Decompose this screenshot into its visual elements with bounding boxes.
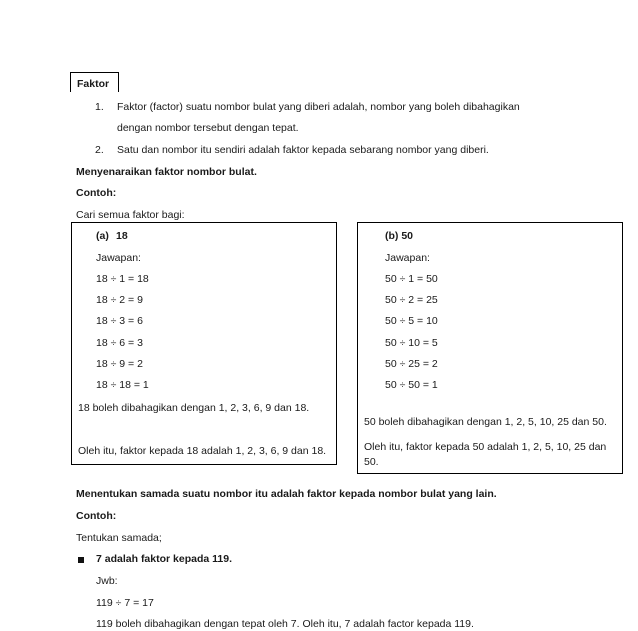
section-2-bullet-text: 7 adalah faktor kepada 119.	[96, 553, 232, 565]
box-b-answer-label: Jawapan:	[385, 252, 430, 264]
box-b-conclusion-line-1: Oleh itu, faktor kepada 50 adalah 1, 2, 5, 10, 25 dan	[364, 441, 607, 453]
box-a-line-1: 18 ÷ 1 = 18	[96, 273, 149, 285]
box-b-line-5: 50 ÷ 25 = 2	[385, 358, 438, 370]
section-2-title: Menentukan samada suatu nombor itu adalah faktor kepada nombor bulat yang lain.	[76, 488, 497, 500]
section-2-calculation: 119 ÷ 7 = 17	[96, 597, 154, 609]
box-a-line-2: 18 ÷ 2 = 9	[96, 294, 143, 306]
section-2-conclusion: 119 boleh dibahagikan dengan tepat oleh 7. Oleh itu, 7 adalah factor kepada 119.	[96, 618, 474, 630]
heading: Faktor	[77, 78, 110, 90]
section-1-example-label: Contoh:	[76, 187, 117, 199]
box-a-line-4: 18 ÷ 6 = 3	[96, 337, 143, 349]
box-b-line-6: 50 ÷ 50 = 1	[385, 379, 438, 391]
heading-box	[70, 72, 119, 92]
box-a-number: 18	[116, 230, 128, 242]
section-2-answer-label: Jwb:	[96, 575, 118, 587]
section-2-instruction: Tentukan samada;	[76, 532, 162, 544]
box-a-label: (a)	[96, 230, 109, 242]
definition-1-line-1: Faktor (factor) suatu nombor bulat yang diberi adalah, nombor yang boleh dibahagikan	[117, 101, 520, 113]
definition-2-line-1: Satu dan nombor itu sendiri adalah faktor kepada sebarang nombor yang diberi.	[117, 144, 489, 156]
box-a-answer-label: Jawapan:	[96, 252, 141, 264]
definition-1-line-2: dengan nombor tersebut dengan tepat.	[117, 122, 299, 134]
bullet-icon	[78, 557, 84, 563]
definition-2-number: 2.	[95, 144, 104, 156]
box-a-line-6: 18 ÷ 18 = 1	[96, 379, 149, 391]
box-b-divisible: 50 boleh dibahagikan dengan 1, 2, 5, 10, 25 dan 50.	[364, 416, 607, 428]
box-b-label: (b) 50	[385, 230, 414, 242]
box-a-line-3: 18 ÷ 3 = 6	[96, 315, 143, 327]
box-b-line-3: 50 ÷ 5 = 10	[385, 315, 438, 327]
box-b-line-1: 50 ÷ 1 = 50	[385, 273, 438, 285]
section-1-instruction: Cari semua faktor bagi:	[76, 209, 185, 221]
box-b-conclusion-line-2: 50.	[364, 456, 379, 468]
box-b-line-4: 50 ÷ 10 = 5	[385, 337, 438, 349]
box-a-line-5: 18 ÷ 9 = 2	[96, 358, 143, 370]
box-a-divisible: 18 boleh dibahagikan dengan 1, 2, 3, 6, 9 dan 18.	[78, 402, 310, 414]
section-2-example-label: Contoh:	[76, 510, 117, 522]
section-1-title: Menyenaraikan faktor nombor bulat.	[76, 166, 257, 178]
box-a-conclusion: Oleh itu, faktor kepada 18 adalah 1, 2, 3, 6, 9 dan 18.	[78, 445, 327, 457]
box-b-line-2: 50 ÷ 2 = 25	[385, 294, 438, 306]
definition-1-number: 1.	[95, 101, 104, 113]
